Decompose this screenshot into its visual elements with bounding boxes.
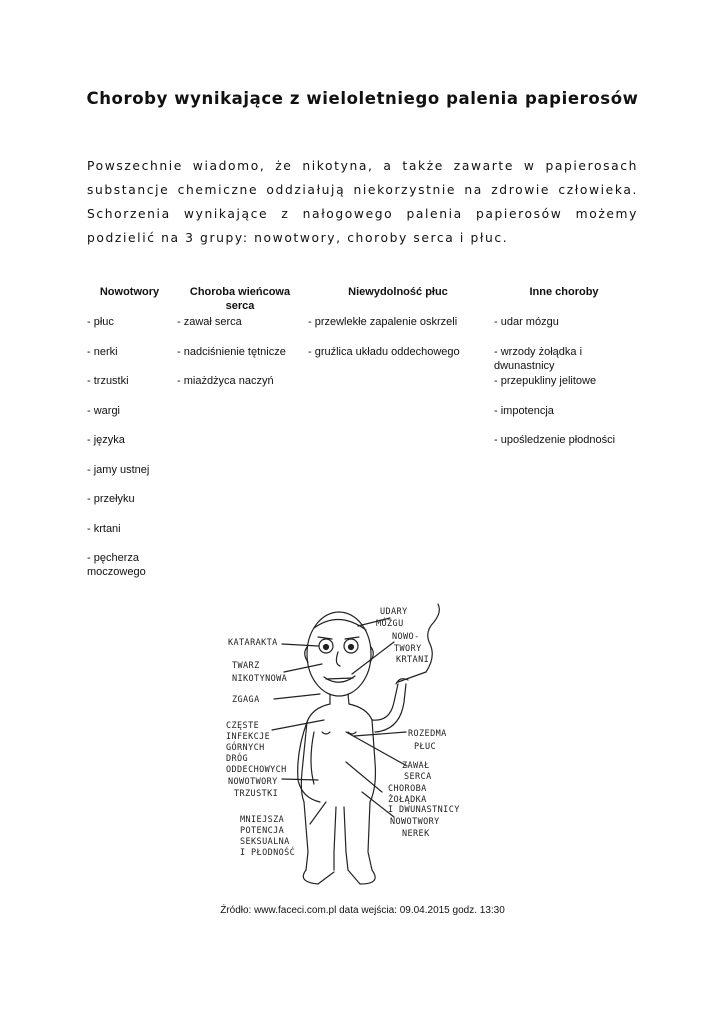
label-nikotynowa: NIKOTYNOWA (232, 674, 288, 684)
label-infekcje: INFEKCJE (226, 732, 271, 742)
label-katarakta: KATARAKTA (228, 638, 278, 648)
column-choroba-wiencowa (177, 285, 303, 404)
list-item: - impotencja (494, 404, 554, 417)
label-czeste: CZĘSTE (226, 721, 260, 731)
label-pluc: PŁUC (414, 742, 437, 752)
label-plodnosc: I PŁODNOŚĆ (240, 848, 296, 858)
column-header: Choroba wieńcowa serca (189, 286, 291, 312)
label-krtani: KRTANI (396, 655, 430, 665)
label-udary: UDARY (380, 607, 408, 617)
list-item: - wargi (87, 404, 121, 417)
source-caption: Źródło: www.faceci.com.pl data wejścia: 09.04.2015 godz. 13:30 (220, 905, 505, 916)
list-item: - przepukliny jelitowe (494, 375, 597, 387)
label-potencja: POTENCJA (240, 826, 285, 836)
list-item: - nadciśnienie tętnicze (177, 345, 286, 358)
label-seksualna: SEKSUALNA (240, 837, 290, 847)
list-item: - pęcherza moczowego (87, 552, 146, 578)
list-item: - zawał serca (177, 316, 242, 328)
label-choroba: CHOROBA (388, 784, 427, 794)
column-nowotwory (87, 285, 172, 595)
page-title: Choroby wynikające z wieloletniego palenia papierosów (86, 89, 639, 108)
intro-paragraph: Powszechnie wiadomo, że nikotyna, a także zawarte w papierosach substancje chemiczne oddziałują niekorzystnie na zdrowie człowieka. Schorzenia wynikające z nałogowego palenia papierosów możemy podzielić na 3 grupy: nowotwory, choroby serca i płuc. (87, 159, 638, 245)
list-item: - języka (87, 434, 125, 446)
label-zawal: ZAWAŁ (402, 761, 430, 771)
label-rozedma: ROZEDMA (408, 729, 447, 739)
label-oddechowych: ODDECHOWYCH (226, 765, 287, 775)
label-twarz: TWARZ (232, 661, 260, 671)
list-item: - krtani (87, 522, 121, 535)
column-inne-choroby (494, 285, 634, 463)
list-item: - wrzody żołądka i dwunastnicy (494, 345, 583, 372)
list-item: - miażdżyca naczyń (177, 375, 274, 387)
label-nowotwory-trzustki-2: TRZUSTKI (234, 789, 279, 799)
column-niewydolnosc-pluc (308, 285, 488, 374)
list-item: - trzustki (87, 375, 129, 387)
list-item: - przełyku (87, 493, 135, 505)
label-mniejsza: MNIEJSZA (240, 815, 285, 825)
column-header: Inne choroby (529, 286, 599, 298)
label-twory: TWORY (394, 644, 422, 654)
list-item: - udar mózgu (494, 316, 559, 328)
label-nowotwory-trzustki-1: NOWOTWORY (228, 777, 278, 787)
label-zgaga: ZGAGA (232, 695, 260, 705)
label-zoladka: ŻOŁĄDKA (388, 795, 427, 805)
list-item: - nerki (87, 345, 118, 358)
label-drog: DRÓG (226, 754, 249, 764)
label-mozgu: MÓZGU (376, 619, 404, 629)
list-item: - gruźlica układu oddechowego (308, 345, 460, 358)
label-nowotwory-nerek-1: NOWOTWORY (390, 817, 440, 827)
list-item: - przewlekłe zapalenie oskrzeli (308, 316, 458, 328)
column-header: Niewydolność płuc (348, 286, 448, 298)
list-item: - płuc (87, 316, 114, 328)
smoker-illustration (222, 602, 466, 897)
column-header: Nowotwory (99, 286, 160, 298)
label-nowotwory-nerek-2: NEREK (402, 829, 430, 839)
label-serca: SERCA (404, 772, 432, 782)
label-nowo: NOWO- (392, 632, 420, 642)
list-item: - jamy ustnej (87, 463, 150, 476)
label-gornych: GÓRNYCH (226, 743, 265, 753)
label-dwunastnicy: I DWUNASTNICY (388, 805, 460, 815)
list-item: - upośledzenie płodności (494, 434, 616, 446)
